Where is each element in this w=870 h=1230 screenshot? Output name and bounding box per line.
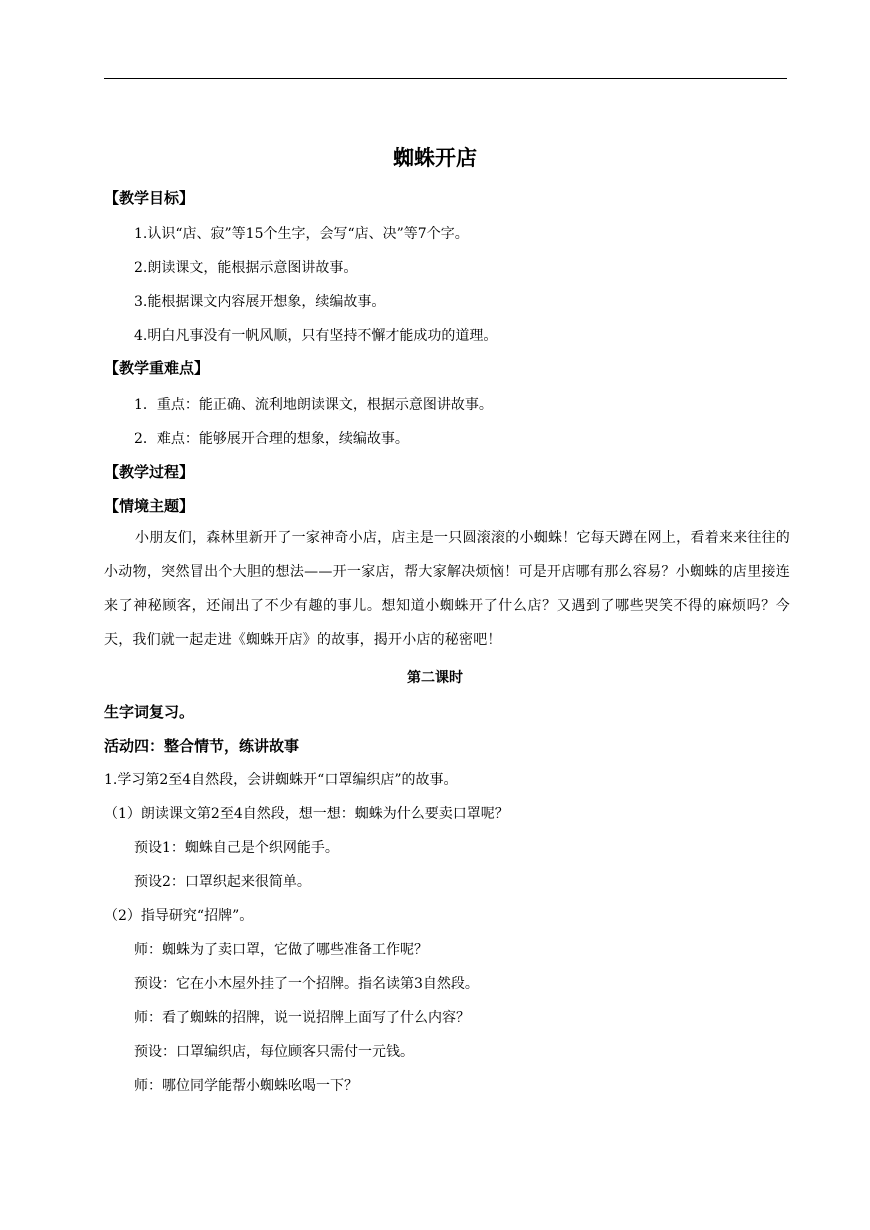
objective-item: 1.认识“店、寂”等15个生字，会写“店、决”等7个字。 xyxy=(134,226,469,242)
review-heading: 生字词复习。 xyxy=(104,703,195,721)
activity-line: 师：哪位同学能帮小蜘蛛吆喝一下？ xyxy=(134,1078,358,1094)
activity-line: （2）指导研究“招牌”。 xyxy=(104,908,254,924)
keypoint-item: 1．重点：能正确、流利地朗读课文，根据示意图讲故事。 xyxy=(134,397,493,413)
activity-line: 预设1：蜘蛛自己是个织网能手。 xyxy=(134,840,339,856)
activity-line: （1）朗读课文第2至4自然段，想一想：蜘蛛为什么要卖口罩呢？ xyxy=(104,806,509,822)
keypoint-item: 2．难点：能够展开合理的想象，续编故事。 xyxy=(134,431,409,447)
keypoints-heading: 【教学重难点】 xyxy=(104,359,210,377)
page-title: 蜘蛛开店 xyxy=(393,146,477,170)
objectives-heading: 【教学目标】 xyxy=(104,189,195,207)
activity-line: 预设：它在小木屋外挂了一个招牌。指名读第3自然段。 xyxy=(134,976,479,992)
lesson-label: 第二课时 xyxy=(407,670,463,686)
activity-line: 1.学习第2至4自然段，会讲蜘蛛开“口罩编织店”的故事。 xyxy=(104,772,458,788)
objective-item: 4.明白凡事没有一帆风顺，只有坚持不懈才能成功的道理。 xyxy=(134,328,498,344)
scenario-paragraph: 小朋友们，森林里新开了一家神奇小店，店主是一只圆滚滚的小蜘蛛！它每天蹲在网上，看着来来往往的小动物，突然冒出个大胆的想法——开一家店，帮大家解决烦恼！可是开店哪有那么容易？小蜘蛛的店里接连来了神秘顾客，还闹出了不少有趣的事儿。想知道小蜘蛛开了什么店？又遇到了哪些哭笑不得的麻烦吗？今天，我们就一起走进《蜘蛛开店》的故事，揭开小店的秘密吧！ xyxy=(104,530,790,648)
objective-item: 3.能根据课文内容展开想象，续编故事。 xyxy=(134,294,386,310)
header-rule xyxy=(104,78,787,79)
activity-line: 师：看了蜘蛛的招牌，说一说招牌上面写了什么内容？ xyxy=(134,1010,470,1026)
activity-heading: 活动四：整合情节，练讲故事 xyxy=(104,737,300,755)
activity-line: 预设：口罩编织店，每位顾客只需付一元钱。 xyxy=(134,1044,414,1060)
activity-line: 预设2：口罩织起来很简单。 xyxy=(134,874,311,890)
scenario-heading: 【情境主题】 xyxy=(104,497,195,515)
process-heading: 【教学过程】 xyxy=(104,463,195,481)
activity-line: 师：蜘蛛为了卖口罩，它做了哪些准备工作呢？ xyxy=(134,942,428,958)
objective-item: 2.朗读课文，能根据示意图讲故事。 xyxy=(134,260,358,276)
